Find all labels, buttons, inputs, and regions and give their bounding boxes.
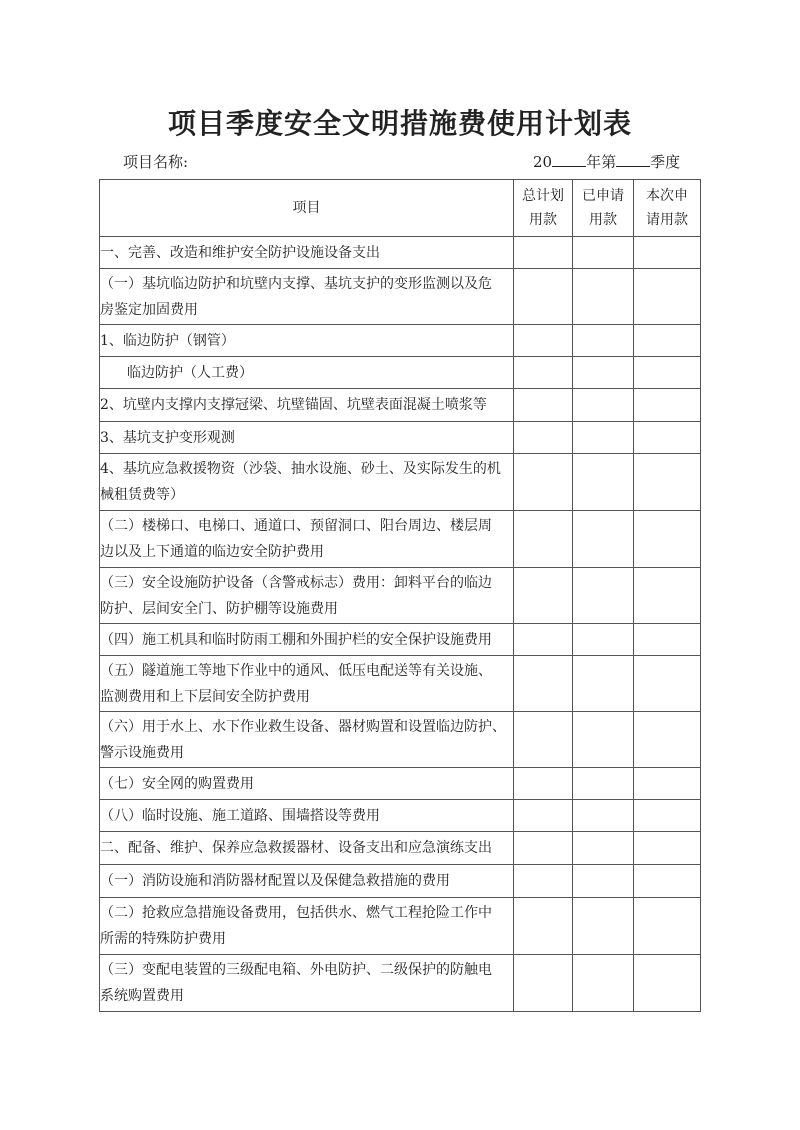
- table-row: [100, 269, 701, 325]
- row-item-line: （七）安全网的购置费用: [100, 775, 254, 792]
- table-row: [100, 237, 701, 269]
- applied-cell[interactable]: [573, 454, 634, 511]
- row-item-line: 2、坑壁内支撑内支撑冠梁、坑壁锚固、坑壁表面混凝土喷浆等: [100, 397, 487, 413]
- header-applied-line-1: 已申请: [582, 188, 624, 204]
- current-cell[interactable]: [634, 511, 701, 568]
- period-line: [533, 152, 680, 172]
- row-item-label: [100, 768, 514, 800]
- table-row: [100, 357, 701, 389]
- header-current-line-1: 本次申: [646, 188, 688, 204]
- year-suffix: 年第: [586, 153, 617, 171]
- current-cell[interactable]: [634, 269, 701, 325]
- row-item-line: 4、基坑应急救援物资（沙袋、抽水设施、砂土、及实际发生的机: [100, 461, 501, 477]
- total-plan-cell[interactable]: [514, 955, 573, 1012]
- applied-cell[interactable]: [573, 656, 634, 712]
- row-item-label: [100, 656, 514, 712]
- row-item-label: [100, 624, 514, 656]
- row-item-label: [100, 712, 514, 768]
- row-item-label: [100, 357, 514, 389]
- row-item-label: [100, 865, 514, 898]
- applied-cell[interactable]: [573, 389, 634, 422]
- plan-table: [99, 179, 701, 1012]
- current-cell[interactable]: [634, 237, 701, 269]
- table-row: [100, 768, 701, 800]
- current-cell[interactable]: [634, 422, 701, 454]
- current-cell[interactable]: [634, 768, 701, 800]
- total-plan-cell[interactable]: [514, 800, 573, 832]
- table-row: [100, 898, 701, 955]
- year-prefix: 20: [533, 153, 553, 171]
- table-row: [100, 712, 701, 768]
- table-row: [100, 800, 701, 832]
- total-plan-cell[interactable]: [514, 898, 573, 955]
- row-item-label: [100, 568, 514, 624]
- row-item-label: [100, 325, 514, 357]
- project-name-label: 项目名称:: [123, 153, 189, 171]
- header-total-plan: [514, 180, 573, 237]
- header-item: 项目: [100, 180, 514, 237]
- current-cell[interactable]: [634, 357, 701, 389]
- table-row: [100, 422, 701, 454]
- total-plan-cell[interactable]: [514, 325, 573, 357]
- table-row: [100, 511, 701, 568]
- current-cell[interactable]: [634, 389, 701, 422]
- row-item-label: [100, 269, 514, 325]
- quarter-blank[interactable]: [616, 153, 650, 167]
- current-cell[interactable]: [634, 898, 701, 955]
- table-row: [100, 389, 701, 422]
- header-current-line-2: 请用款: [646, 212, 688, 228]
- row-item-line: （一）基坑临边防护和坑壁内支撑、基坑支护的变形监测以及危: [100, 275, 492, 292]
- applied-cell[interactable]: [573, 800, 634, 832]
- header-applied-line-2: 用款: [589, 212, 617, 228]
- row-item-line: 一、完善、改造和维护安全防护设施设备支出: [100, 244, 380, 261]
- row-item-label: [100, 832, 514, 865]
- row-item-line: 所需的特殊防护费用: [100, 931, 226, 947]
- current-cell[interactable]: [634, 454, 701, 511]
- row-item-line: （五）隧道施工等地下作业中的通风、低压电配送等有关设施、: [100, 662, 492, 679]
- row-item-line: （三）变配电装置的三级配电箱、外电防护、二级保护的防触电: [100, 962, 492, 978]
- applied-cell[interactable]: [573, 712, 634, 768]
- quarter-suffix: 季度: [650, 153, 681, 171]
- row-item-line: （三）安全设施防护设备（含警戒标志）费用：卸料平台的临边: [100, 574, 492, 591]
- table-row: [100, 955, 701, 1012]
- total-plan-cell[interactable]: [514, 656, 573, 712]
- header-applied: [573, 180, 634, 237]
- total-plan-cell[interactable]: [514, 422, 573, 454]
- current-cell[interactable]: [634, 656, 701, 712]
- row-item-label: [100, 422, 514, 454]
- applied-cell[interactable]: [573, 269, 634, 325]
- row-item-line: （八）临时设施、施工道路、围墙搭设等费用: [100, 807, 380, 824]
- row-item-line: （六）用于水上、水下作业救生设备、器材购置和设置临边防护、: [100, 718, 506, 735]
- total-plan-cell[interactable]: [514, 624, 573, 656]
- year-blank[interactable]: [552, 153, 586, 167]
- applied-cell[interactable]: [573, 832, 634, 865]
- row-item-line: （四）施工机具和临时防雨工棚和外围护栏的安全保护设施费用: [100, 631, 492, 648]
- applied-cell[interactable]: [573, 357, 634, 389]
- header-total-plan-line-1: 总计划: [522, 188, 564, 204]
- applied-cell[interactable]: [573, 768, 634, 800]
- row-item-label: [100, 237, 514, 269]
- row-item-label: [100, 389, 514, 422]
- header-total-plan-line-2: 用款: [529, 212, 557, 228]
- row-item-line: （二）楼梯口、电梯口、通道口、预留洞口、阳台周边、楼层周: [100, 518, 492, 534]
- table-row: [100, 656, 701, 712]
- applied-cell[interactable]: [573, 865, 634, 898]
- total-plan-cell[interactable]: [514, 712, 573, 768]
- row-item-line: 3、基坑支护变形观测: [100, 429, 235, 446]
- header-current: [634, 180, 701, 237]
- table-row: [100, 865, 701, 898]
- current-cell[interactable]: [634, 800, 701, 832]
- row-item-line: 防护、层间安全门、防护棚等设施费用: [100, 600, 338, 617]
- applied-cell[interactable]: [573, 955, 634, 1012]
- applied-cell[interactable]: [573, 624, 634, 656]
- table-row: [100, 454, 701, 511]
- total-plan-cell[interactable]: [514, 865, 573, 898]
- row-item-label: [100, 955, 514, 1012]
- current-cell[interactable]: [634, 624, 701, 656]
- table-row: [100, 832, 701, 865]
- row-item-line: 械租赁费等）: [100, 487, 184, 503]
- total-plan-cell[interactable]: [514, 511, 573, 568]
- row-item-line: 边以及上下通道的临边安全防护费用: [100, 544, 324, 560]
- header-row: [100, 180, 701, 237]
- applied-cell[interactable]: [573, 325, 634, 357]
- row-item-line: 警示设施费用: [100, 744, 184, 761]
- current-cell[interactable]: [634, 955, 701, 1012]
- row-item-label: [100, 898, 514, 955]
- table-row: [100, 568, 701, 624]
- applied-cell[interactable]: [573, 568, 634, 624]
- row-item-line: 监测费用和上下层间安全防护费用: [100, 688, 310, 705]
- row-item-label: [100, 800, 514, 832]
- current-cell[interactable]: [634, 712, 701, 768]
- table-row: [100, 325, 701, 357]
- row-item-line: （一）消防设施和消防器材配置以及保健急救措施的费用: [100, 873, 450, 889]
- current-cell[interactable]: [634, 832, 701, 865]
- row-item-line: 二、配备、维护、保养应急救援器材、设备支出和应急演练支出: [100, 840, 492, 856]
- total-plan-cell[interactable]: [514, 237, 573, 269]
- row-item-label: [100, 454, 514, 511]
- row-item-line: 1、临边防护（钢管）: [100, 332, 235, 349]
- total-plan-cell[interactable]: [514, 454, 573, 511]
- applied-cell[interactable]: [573, 511, 634, 568]
- total-plan-cell[interactable]: [514, 389, 573, 422]
- page-title: 项目季度安全文明措施费使用计划表: [167, 107, 632, 140]
- row-item-line: 临边防护（人工费）: [127, 364, 253, 381]
- table-row: [100, 624, 701, 656]
- total-plan-cell[interactable]: [514, 269, 573, 325]
- current-cell[interactable]: [634, 568, 701, 624]
- total-plan-cell[interactable]: [514, 768, 573, 800]
- current-cell[interactable]: [634, 325, 701, 357]
- total-plan-cell[interactable]: [514, 832, 573, 865]
- row-item-line: 系统购置费用: [100, 988, 184, 1004]
- total-plan-cell[interactable]: [514, 357, 573, 389]
- row-item-label: [100, 511, 514, 568]
- applied-cell[interactable]: [573, 237, 634, 269]
- row-item-line: 房鉴定加固费用: [100, 301, 198, 318]
- row-item-line: （二）抢救应急措施设备费用，包括供水、燃气工程抢险工作中: [100, 905, 492, 921]
- applied-cell[interactable]: [573, 422, 634, 454]
- applied-cell[interactable]: [573, 898, 634, 955]
- current-cell[interactable]: [634, 865, 701, 898]
- total-plan-cell[interactable]: [514, 568, 573, 624]
